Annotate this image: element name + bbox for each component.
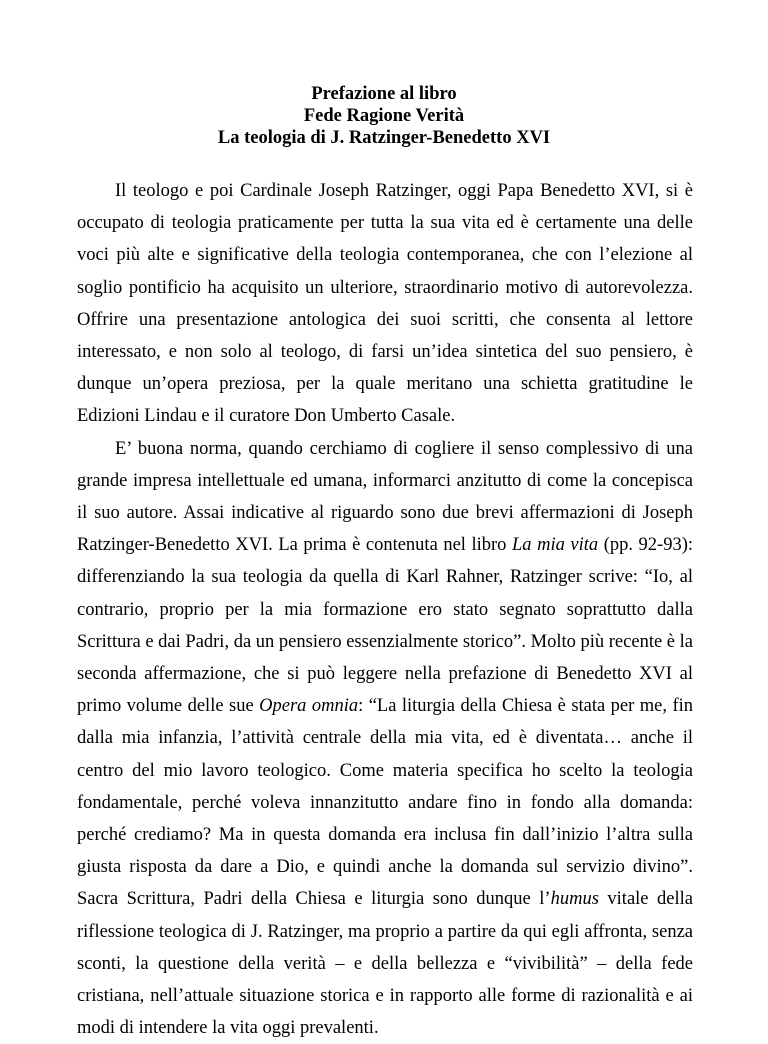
- paragraph-2: [77, 433, 693, 1044]
- paragraph-1: Il teologo e poi Cardinale Joseph Ratzinger, oggi Papa Benedetto XVI, si è occupato di teologia praticamente per tutta la sua vita ed è certamente una delle voci più alte e significative della teologia contemporanea, che con l’elezione al soglio pontificio ha acquisito un ulteriore, straordinario motivo di autorevolezza. Offrire una presentazione antologica dei suoi scritti, che consenta al lettore interessato, e non solo al teologo, di farsi un’idea sintetica del suo pensiero, è dunque un’opera preziosa, per la quale meritano una schietta gratitudine le Edizioni Lindau e il curatore Don Umberto Casale.: [77, 181, 693, 427]
- term-humus: humus: [550, 889, 599, 910]
- title-line-1: Prefazione al libro: [311, 84, 457, 104]
- paragraph-2-text-c: : “La liturgia della Chiesa è stata per me, fin dalla mia infanzia, l’attività centrale della mia vita, ed è diventata… anche il centro del mio lavoro teologico. Come materia specifica ho scelto la teologia fondamentale, perché voleva innanzitutto andare fino in fondo alla domanda: perché crediamo? Ma in questa domanda era inclusa fin dall’inizio l’altra sulla giusta risposta da dare a Dio, e quindi anche la domanda sul servizio divino”. Sacra Scrittura, Padri della Chiesa e liturgia sono dunque l’: [77, 696, 693, 910]
- paragraph-2-text-a: E’ buona norma, quando cerchiamo di cogliere il senso complessivo di una grande impresa intellettuale ed umana, informarci anzitutto di come la concepisca il suo autore. Assai indicative al riguardo sono due brevi affermazioni di Joseph Ratzinger-Benedetto XVI. La prima è contenuta nel libro: [77, 438, 693, 556]
- title-line-3: La teologia di J. Ratzinger-Benedetto XVI: [217, 128, 551, 148]
- paragraph-2-text-b: (pp. 92-93): differenziando la sua teologia da quella di Karl Rahner, Ratzinger scrive: “Io, al contrario, proprio per la mia formazione ero stato segnato soprattutto dalla Scrittura e dai Padri, da un pensiero essenzialmente storico”. Molto più recente è la seconda affermazione, che si può leggere nella prefazione di Benedetto XVI al primo volume delle sue: [77, 535, 694, 717]
- document-title: [0, 83, 768, 149]
- title-line-2: Fede Ragione Verità: [303, 106, 465, 126]
- book-title-opera-omnia: Opera omnia: [259, 696, 359, 717]
- document-body: [77, 175, 693, 1044]
- paragraph-2-text-d: vitale della riflessione teologica di J. Ratzinger, ma proprio a partire da qui egli affronta, senza sconti, la questione della verità – e della bellezza e “vivibilità” – della fede cristiana, nell’attuale situazione storica e in rapporto alle forme di razionalità e ai modi di intendere la vita oggi prevalenti.: [77, 889, 693, 1039]
- book-title-la-mia-vita: La mia vita: [512, 535, 599, 556]
